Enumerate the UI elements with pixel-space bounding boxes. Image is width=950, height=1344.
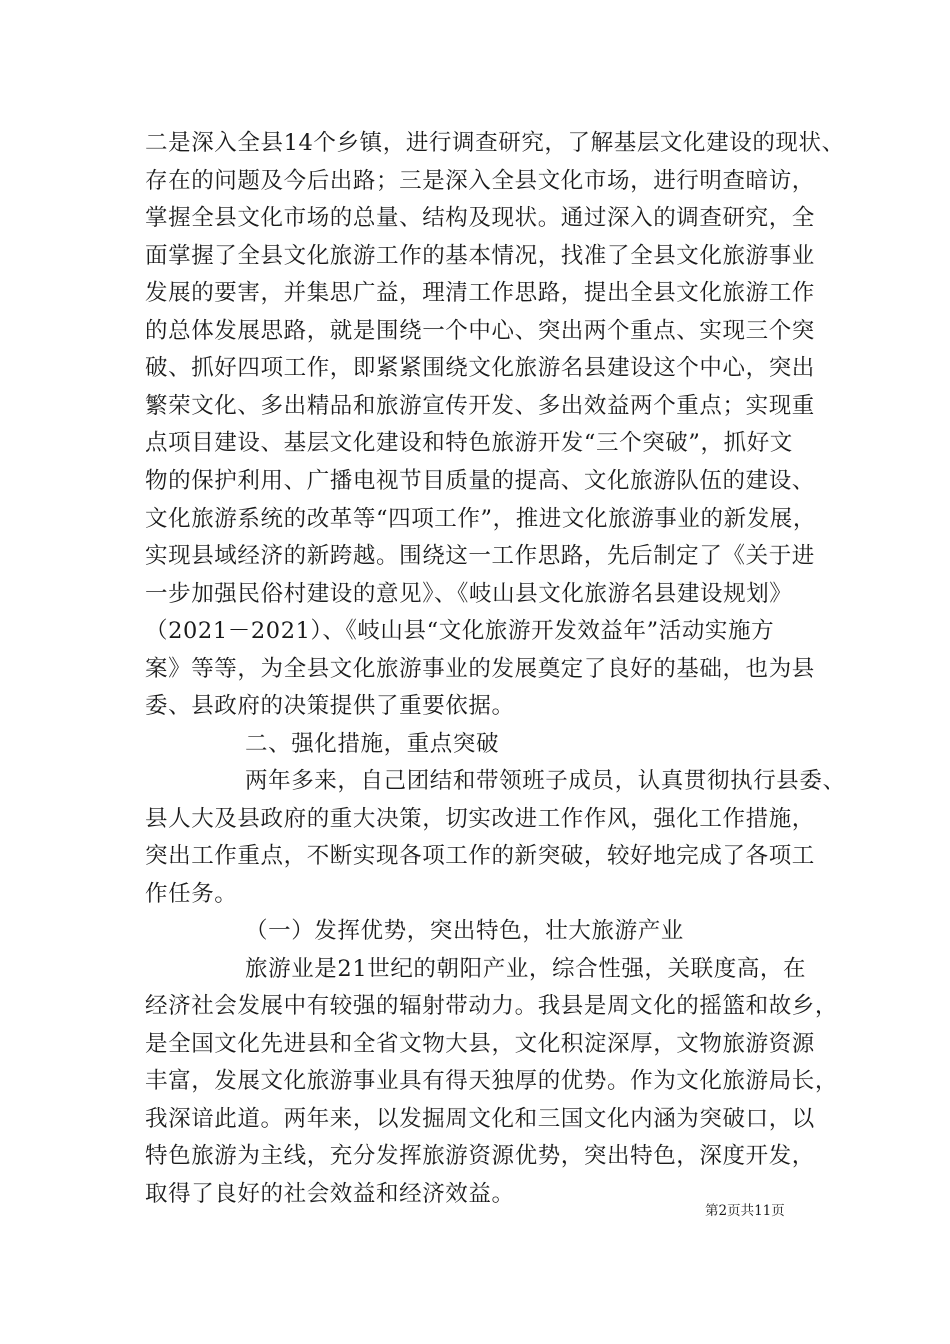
body-line: 案》等等，为全县文化旅游事业的发展奠定了良好的基础，也为县	[145, 656, 815, 682]
body-line: 点项目建设、基层文化建设和特色旅游开发“三个突破”，抓好文	[145, 430, 793, 456]
body-line: 繁荣文化、多出精品和旅游宣传开发、多出效益两个重点；实现重	[145, 393, 815, 419]
body-line: 特色旅游为主线，充分发挥旅游资源优势，突出特色，深度开发，	[145, 1143, 815, 1169]
body-line: 的总体发展思路，就是围绕一个中心、突出两个重点、实现三个突	[145, 318, 815, 344]
body-line: 两年多来，自己团结和带领班子成员，认真贯彻执行县委、	[245, 768, 846, 794]
body-line: 实现县域经济的新跨越。围绕这一工作思路，先后制定了《关于进	[145, 543, 815, 569]
body-line: 面掌握了全县文化旅游工作的基本情况，找准了全县文化旅游事业	[145, 243, 815, 269]
body-line: 一步加强民俗村建设的意见》、《岐山县文化旅游名县建设规划》	[145, 581, 793, 607]
body-line: 存在的问题及今后出路；三是深入全县文化市场，进行明查暗访，	[145, 168, 815, 194]
body-line: 县人大及县政府的重大决策，切实改进工作作风，强化工作措施，	[145, 806, 815, 832]
body-line: 二是深入全县14个乡镇，进行调查研究，了解基层文化建设的现状、	[145, 130, 845, 156]
body-line: 物的保护利用、广播电视节目质量的提高、文化旅游队伍的建设、	[145, 468, 815, 494]
body-line: 文化旅游系统的改革等“四项工作”，推进文化旅游事业的新发展，	[145, 506, 817, 532]
body-line: 发展的要害，并集思广益，理清工作思路，提出全县文化旅游工作	[145, 280, 815, 306]
body-line: 突出工作重点，不断实现各项工作的新突破，较好地完成了各项工	[145, 843, 815, 869]
body-line: 作任务。	[145, 881, 238, 907]
page-number: 第2页共11页	[705, 1203, 785, 1219]
body-line: 我深谙此道。两年来，以发掘周文化和三国文化内涵为突破口，以	[145, 1106, 815, 1132]
body-line: 经济社会发展中有较强的辐射带动力。我县是周文化的摇篮和故乡，	[145, 993, 839, 1019]
body-line: （2021－2021）、《岐山县“文化旅游开发效益年”活动实施方	[145, 618, 775, 644]
body-line: 旅游业是21世纪的朝阳产业，综合性强，关联度高，在	[245, 956, 807, 982]
subsection-heading: （一）发挥优势，突出特色，壮大旅游产业	[245, 918, 684, 944]
body-line: 掌握全县文化市场的总量、结构及现状。通过深入的调查研究，全	[145, 205, 815, 231]
body-line: 取得了良好的社会效益和经济效益。	[145, 1181, 515, 1207]
body-line: 委、县政府的决策提供了重要依据。	[145, 693, 515, 719]
body-line: 丰富，发展文化旅游事业具有得天独厚的优势。作为文化旅游局长，	[145, 1068, 839, 1094]
body-line: 破、抓好四项工作，即紧紧围绕文化旅游名县建设这个中心，突出	[145, 355, 815, 381]
section-heading: 二、强化措施，重点突破	[245, 731, 500, 757]
body-line: 是全国文化先进县和全省文物大县，文化积淀深厚，文物旅游资源	[145, 1031, 815, 1057]
